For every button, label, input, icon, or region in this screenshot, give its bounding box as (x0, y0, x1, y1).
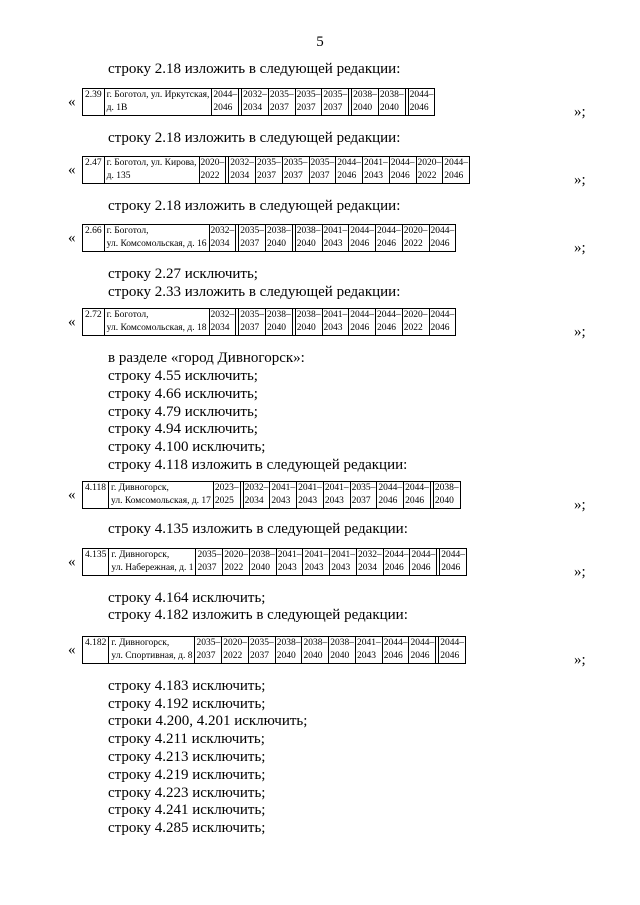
year-range-cell (256, 157, 283, 184)
instruction-line: строку 4.223 исключить; (108, 785, 266, 801)
section-heading: в разделе «город Дивногорск»: (108, 350, 305, 366)
year-end: 2037 (240, 323, 260, 333)
year-range-cell (336, 157, 363, 184)
year-range-cell (355, 637, 382, 664)
year-start: 2035– (296, 90, 321, 100)
instruction-line: строку 4.66 исключить; (108, 386, 258, 402)
instruction-line: строку 4.94 исключить; (108, 421, 258, 437)
table-row (83, 225, 456, 252)
year-range-cell (363, 157, 390, 184)
year-start: 2020– (403, 226, 428, 236)
quote-close: »; (574, 564, 586, 580)
year-range-cell (303, 549, 330, 576)
address-line: г. Боготол, (106, 226, 149, 236)
year-end: 2040 (330, 651, 350, 661)
year-start: 2032– (230, 158, 255, 168)
year-range-cell (377, 482, 404, 509)
year-range-cell (349, 309, 376, 336)
year-end: 2046 (350, 239, 370, 249)
year-start: 2041– (298, 483, 322, 493)
year-start: 2041– (364, 158, 388, 168)
row-number-cell: 4.118 (83, 482, 109, 509)
year-range-cell (249, 549, 276, 576)
year-end: 2043 (304, 563, 324, 573)
year-end: 2046 (411, 563, 431, 573)
instruction-line: строку 2.27 исключить; (108, 266, 258, 282)
year-end: 2040 (353, 103, 373, 113)
quote-close: »; (574, 652, 586, 668)
year-end: 2040 (379, 103, 399, 113)
year-range-cell (383, 549, 410, 576)
year-range-cell (330, 549, 357, 576)
year-end: 2046 (378, 496, 398, 506)
year-end: 2034 (244, 496, 264, 506)
quote-open: « (68, 314, 76, 330)
year-start: 2038– (267, 310, 291, 320)
year-end: 2022 (200, 171, 220, 181)
year-end: 2046 (383, 651, 403, 661)
year-start: 2041– (271, 483, 296, 493)
year-end: 2043 (356, 651, 376, 661)
year-range-cell (416, 157, 443, 184)
year-start: 2035– (197, 550, 222, 560)
year-end: 2040 (303, 651, 323, 661)
year-range-cell (239, 309, 266, 336)
year-end: 2046 (350, 323, 370, 333)
address-cell (109, 482, 214, 509)
row-number-cell: 2.39 (83, 89, 105, 116)
year-start: 2020– (223, 638, 247, 648)
year-start: 2044– (337, 158, 362, 168)
year-end: 2037 (323, 103, 343, 113)
year-range-cell (229, 157, 256, 184)
table-row (83, 637, 466, 664)
table-row (83, 482, 461, 509)
instruction-line: строки 4.200, 4.201 исключить; (108, 713, 308, 729)
instruction-line: строку 2.18 изложить в следующей редакции: (108, 198, 401, 214)
address-line: г. Дивногорск, (111, 483, 169, 493)
row-number-cell: 2.66 (83, 225, 105, 252)
year-start: 2020– (224, 550, 248, 560)
year-range-cell (297, 482, 324, 509)
year-end: 2037 (240, 239, 260, 249)
year-end: 2046 (410, 651, 430, 661)
year-end: 2040 (434, 496, 454, 506)
year-start: 2032– (357, 550, 382, 560)
year-range-cell (266, 225, 293, 252)
instruction-line: строку 4.182 изложить в следующей редакции: (108, 607, 408, 623)
year-range-cell (295, 89, 322, 116)
year-range-cell (282, 157, 309, 184)
table-row (83, 157, 470, 184)
year-end: 2022 (403, 323, 423, 333)
year-range-cell (309, 157, 336, 184)
year-range-cell (209, 309, 236, 336)
year-start: 2035– (310, 158, 335, 168)
year-range-cell (350, 482, 377, 509)
year-start: 2044– (378, 483, 403, 493)
address-cell (104, 89, 212, 116)
year-end: 2046 (430, 239, 450, 249)
instruction-line: строку 4.211 исключить; (108, 731, 265, 747)
year-start: 2038– (296, 226, 321, 236)
year-start: 2032– (210, 226, 235, 236)
instruction-line: строку 4.100 исключить; (108, 439, 266, 455)
year-end: 2043 (323, 239, 343, 249)
address-line: г. Боготол, ул. Иркутская, (106, 90, 210, 100)
year-start: 2041– (277, 550, 302, 560)
year-range-cell (212, 89, 239, 116)
year-range-cell (323, 482, 350, 509)
amendment-table (82, 548, 467, 576)
instruction-line: строку 4.164 исключить; (108, 590, 266, 606)
year-range-cell (243, 482, 270, 509)
year-range-cell (376, 225, 403, 252)
year-start: 2044– (441, 550, 465, 560)
year-end: 2046 (213, 103, 233, 113)
year-range-cell (295, 309, 322, 336)
year-end: 2037 (310, 171, 330, 181)
address-cell (104, 225, 209, 252)
year-start: 2044– (350, 310, 374, 320)
amendment-table (82, 636, 466, 664)
year-range-cell (209, 225, 236, 252)
address-line: г. Боготол, (106, 310, 149, 320)
year-end: 2040 (267, 323, 286, 333)
instruction-line: строку 4.135 изложить в следующей редакции: (108, 521, 408, 537)
year-range-cell (402, 309, 429, 336)
year-start: 2035– (323, 90, 348, 100)
address-line: ул. Комсомольская, д. 18 (106, 323, 207, 333)
year-start: 2044– (384, 550, 409, 560)
year-end: 2046 (337, 171, 357, 181)
year-range-cell (302, 637, 329, 664)
quote-close: »; (574, 104, 586, 120)
year-end: 2040 (267, 239, 286, 249)
address-line: ул. Комсомольская, д. 17 (111, 496, 211, 506)
year-end: 2043 (364, 171, 384, 181)
year-start: 2035– (240, 226, 264, 236)
instruction-line: строку 4.79 исключить; (108, 404, 258, 420)
instruction-line: строку 4.285 исключить; (108, 820, 266, 836)
address-line: ул. Спортивная, д. 8 (111, 651, 193, 661)
year-start: 2044– (350, 226, 374, 236)
quote-open: « (68, 230, 76, 246)
year-range-cell (329, 637, 356, 664)
address-line: г. Дивногорск, (111, 550, 170, 560)
table-row (83, 89, 435, 116)
quote-open: « (68, 642, 76, 658)
year-start: 2041– (356, 638, 381, 648)
year-start: 2044– (405, 483, 429, 493)
year-start: 2035– (257, 158, 281, 168)
year-start: 2038– (296, 310, 321, 320)
year-range-cell (196, 549, 223, 576)
instruction-line: строку 4.192 исключить; (108, 696, 266, 712)
address-cell (109, 637, 195, 664)
year-range-cell (213, 482, 240, 509)
page-number: 5 (316, 34, 324, 50)
year-end: 2046 (444, 171, 464, 181)
year-start: 2032– (210, 310, 235, 320)
row-number-cell: 4.182 (83, 637, 109, 664)
year-end: 2034 (210, 323, 230, 333)
year-range-cell (440, 549, 467, 576)
year-end: 2046 (377, 323, 396, 333)
year-range-cell (270, 482, 297, 509)
amendment-table (82, 308, 456, 336)
row-number-cell: 2.72 (83, 309, 105, 336)
year-end: 2037 (249, 651, 269, 661)
quote-open: « (68, 487, 76, 503)
year-start: 2038– (330, 638, 354, 648)
year-end: 2022 (417, 171, 437, 181)
amendment-table (82, 156, 470, 184)
year-range-cell (322, 225, 349, 252)
year-end: 2043 (298, 496, 318, 506)
year-range-cell (199, 157, 226, 184)
row-number-cell: 2.47 (83, 157, 105, 184)
year-range-cell (349, 225, 376, 252)
amendment-table (82, 481, 461, 509)
year-start: 2035– (283, 158, 308, 168)
year-start: 2020– (403, 310, 428, 320)
year-start: 2044– (430, 310, 455, 320)
year-range-cell (295, 225, 322, 252)
year-end: 2037 (351, 496, 371, 506)
year-range-cell (382, 637, 409, 664)
address-cell (109, 549, 196, 576)
table-row (83, 549, 467, 576)
year-range-cell (242, 89, 269, 116)
table-row (83, 309, 456, 336)
year-end: 2046 (390, 171, 410, 181)
year-range-cell (409, 637, 436, 664)
amendment-table (82, 224, 456, 252)
year-start: 2032– (244, 483, 269, 493)
address-line: г. Боготол, ул. Кирова, (106, 158, 197, 168)
year-end: 2037 (296, 103, 316, 113)
year-start: 2044– (410, 638, 435, 648)
year-end: 2034 (243, 103, 263, 113)
year-range-cell (404, 482, 431, 509)
instruction-line: строку 2.18 изложить в следующей редакции: (108, 130, 401, 146)
year-range-cell (322, 89, 349, 116)
address-line: г. Дивногорск, (111, 638, 170, 648)
year-end: 2043 (331, 563, 351, 573)
year-end: 2037 (196, 651, 216, 661)
year-start: 2032– (243, 90, 267, 100)
year-range-cell (433, 482, 460, 509)
address-line: д. 1В (106, 103, 128, 113)
year-start: 2041– (323, 310, 348, 320)
year-start: 2044– (213, 90, 238, 100)
year-start: 2035– (249, 638, 274, 648)
year-end: 2040 (276, 651, 296, 661)
address-cell (104, 309, 209, 336)
address-line: ул. Набережная, д. 1 (111, 563, 194, 573)
year-end: 2046 (430, 323, 450, 333)
year-range-cell (266, 309, 293, 336)
year-start: 2035– (240, 310, 264, 320)
instruction-line: строку 4.118 изложить в следующей редакции: (108, 457, 408, 473)
year-start: 2041– (323, 226, 348, 236)
year-range-cell (352, 89, 379, 116)
year-end: 2040 (296, 323, 316, 333)
year-start: 2044– (444, 158, 469, 168)
quote-open: « (68, 94, 76, 110)
year-start: 2023– (214, 483, 239, 493)
year-end: 2046 (384, 563, 404, 573)
year-start: 2044– (377, 310, 401, 320)
year-end: 2022 (224, 563, 244, 573)
year-end: 2037 (269, 103, 289, 113)
year-start: 2044– (383, 638, 408, 648)
quote-open: « (68, 162, 76, 178)
year-range-cell (195, 637, 222, 664)
year-end: 2043 (277, 563, 297, 573)
year-start: 2044– (430, 226, 455, 236)
year-end: 2046 (440, 651, 460, 661)
year-start: 2038– (434, 483, 459, 493)
amendment-table (82, 88, 435, 116)
address-line: ул. Комсомольская, д. 16 (106, 239, 207, 249)
year-end: 2046 (405, 496, 425, 506)
year-range-cell (402, 225, 429, 252)
year-start: 2041– (324, 483, 349, 493)
year-range-cell (222, 637, 249, 664)
year-start: 2020– (417, 158, 442, 168)
year-range-cell (268, 89, 295, 116)
year-end: 2034 (357, 563, 377, 573)
year-start: 2020– (200, 158, 225, 168)
year-start: 2038– (353, 90, 377, 100)
quote-close: »; (574, 497, 586, 513)
year-start: 2044– (377, 226, 401, 236)
year-start: 2041– (304, 550, 329, 560)
year-range-cell (248, 637, 275, 664)
year-start: 2044– (390, 158, 415, 168)
year-range-cell (429, 225, 456, 252)
instruction-line: строку 4.241 исключить; (108, 802, 266, 818)
year-end: 2022 (403, 239, 423, 249)
year-range-cell (389, 157, 416, 184)
instruction-line: строку 4.213 исключить; (108, 749, 266, 765)
year-start: 2038– (379, 90, 404, 100)
year-range-cell (439, 637, 466, 664)
row-number-cell: 4.135 (83, 549, 109, 576)
instruction-line: строку 2.18 изложить в следующей редакции: (108, 61, 401, 77)
year-start: 2044– (440, 638, 464, 648)
year-range-cell (376, 309, 403, 336)
quote-close: »; (574, 240, 586, 256)
year-range-cell (410, 549, 437, 576)
year-range-cell (239, 225, 266, 252)
year-start: 2038– (250, 550, 275, 560)
year-end: 2043 (271, 496, 291, 506)
year-start: 2041– (331, 550, 355, 560)
instruction-line: строку 4.183 исключить; (108, 678, 266, 694)
year-range-cell (378, 89, 405, 116)
year-end: 2034 (230, 171, 250, 181)
year-start: 2035– (269, 90, 294, 100)
year-start: 2038– (303, 638, 328, 648)
year-end: 2037 (197, 563, 217, 573)
year-range-cell (223, 549, 250, 576)
year-end: 2022 (223, 651, 243, 661)
year-start: 2044– (409, 90, 434, 100)
address-cell (104, 157, 199, 184)
year-start: 2038– (267, 226, 291, 236)
quote-open: « (68, 554, 76, 570)
instruction-line: строку 4.55 исключить; (108, 368, 258, 384)
year-end: 2040 (250, 563, 270, 573)
year-end: 2043 (323, 323, 343, 333)
year-end: 2037 (257, 171, 277, 181)
year-end: 2043 (324, 496, 344, 506)
year-range-cell (356, 549, 383, 576)
year-end: 2037 (283, 171, 303, 181)
year-end: 2040 (296, 239, 316, 249)
year-start: 2044– (411, 550, 436, 560)
year-range-cell (275, 637, 302, 664)
year-range-cell (443, 157, 470, 184)
year-start: 2035– (196, 638, 221, 648)
year-end: 2046 (377, 239, 396, 249)
year-end: 2046 (409, 103, 429, 113)
year-range-cell (408, 89, 435, 116)
instruction-line: строку 4.219 исключить; (108, 767, 266, 783)
year-range-cell (276, 549, 303, 576)
year-range-cell (322, 309, 349, 336)
year-start: 2038– (276, 638, 301, 648)
year-end: 2046 (441, 563, 461, 573)
quote-close: »; (574, 324, 586, 340)
year-start: 2035– (351, 483, 376, 493)
address-line: д. 135 (106, 171, 131, 181)
year-end: 2025 (214, 496, 234, 506)
instruction-line: строку 2.33 изложить в следующей редакции: (108, 284, 401, 300)
year-range-cell (429, 309, 456, 336)
year-end: 2034 (210, 239, 230, 249)
quote-close: »; (574, 172, 586, 188)
